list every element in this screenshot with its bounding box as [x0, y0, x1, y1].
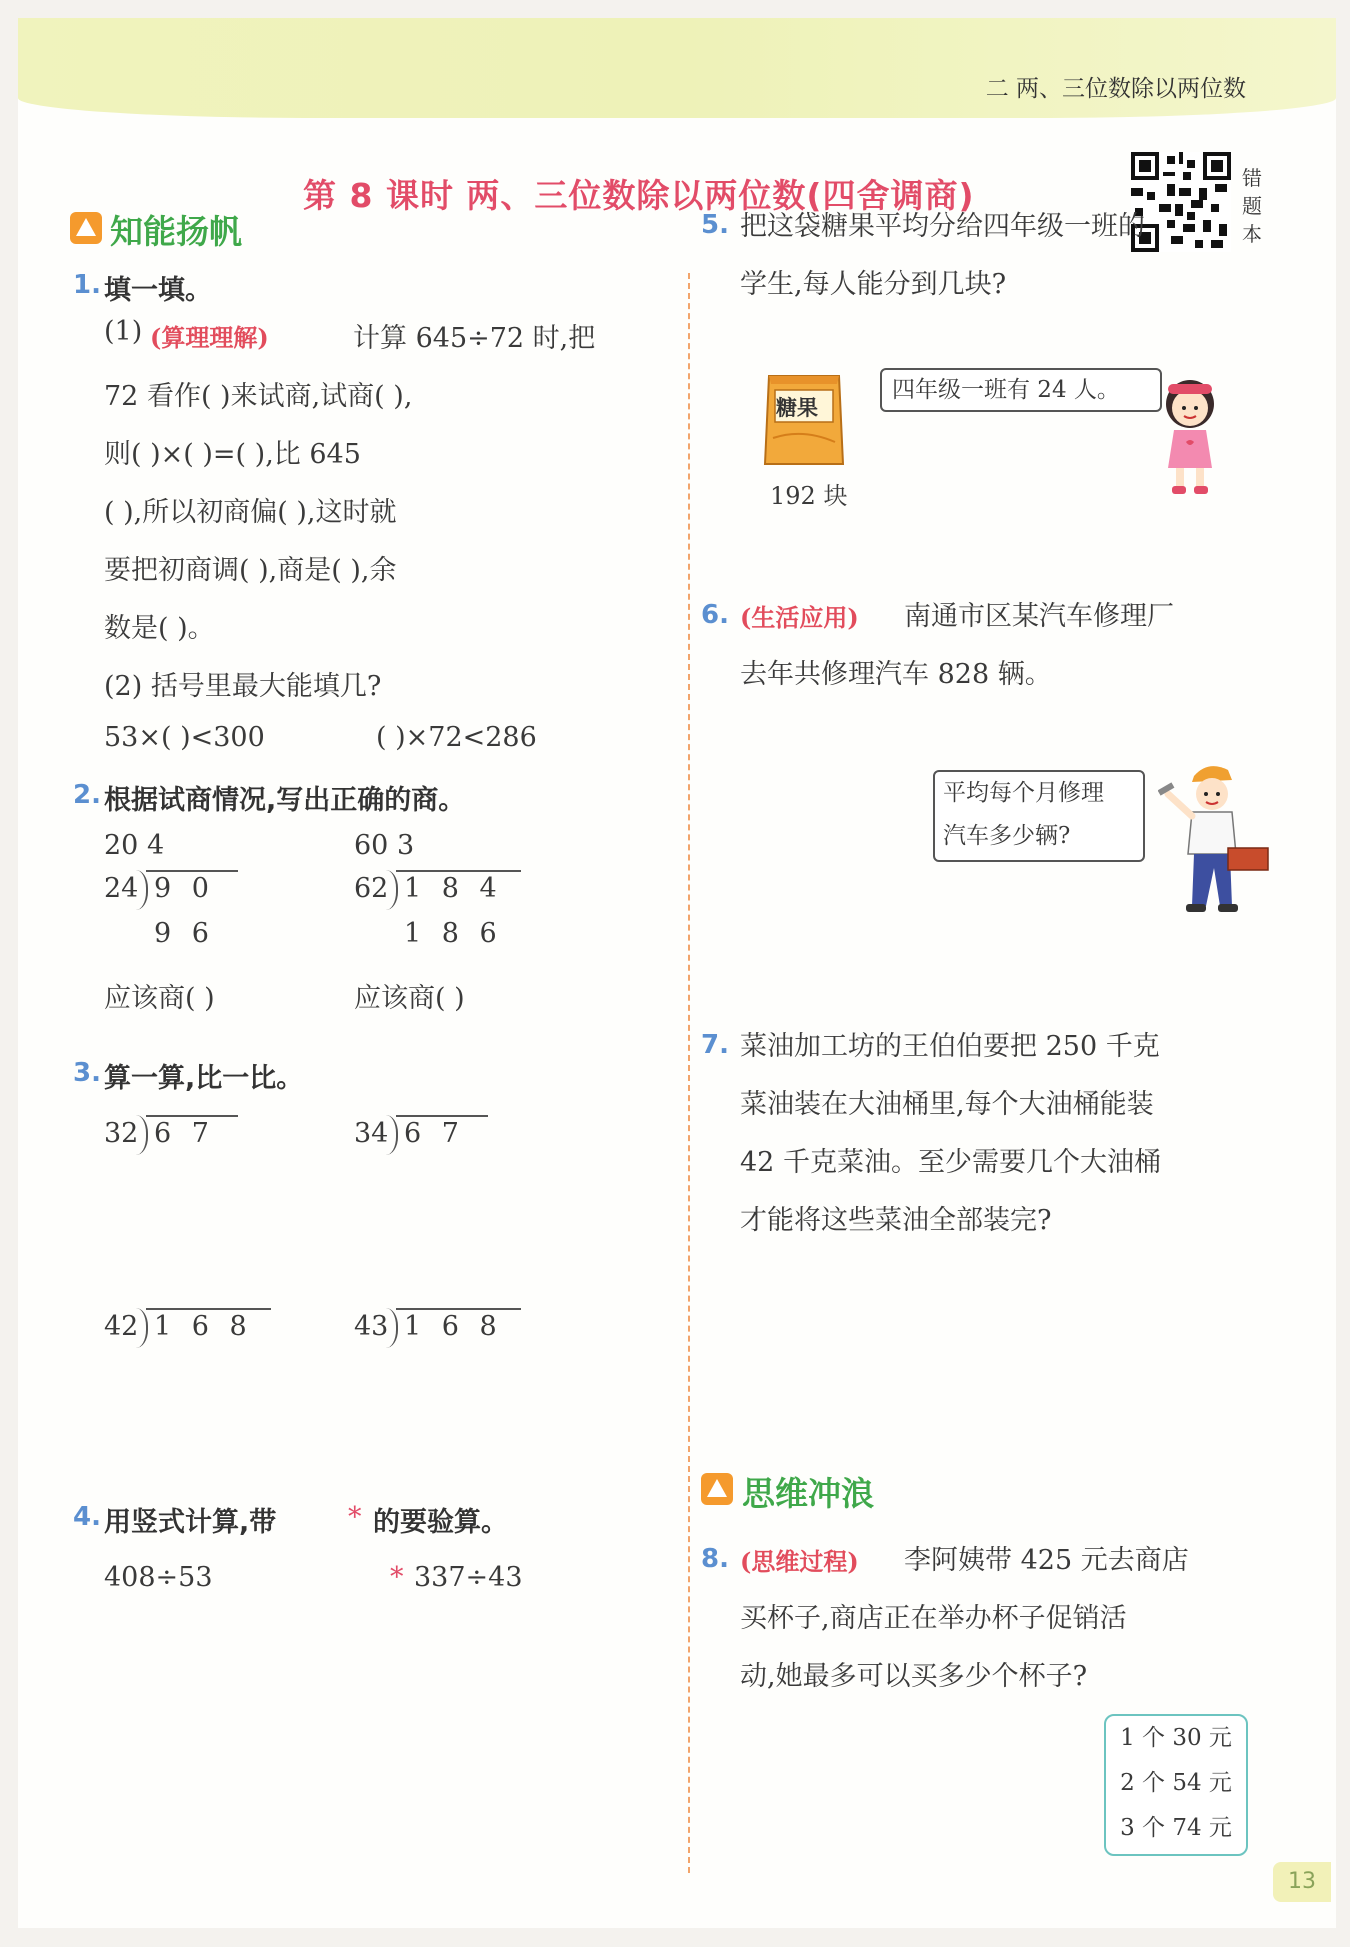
- q1-line-5: 要把初商调( ),商是( ),余: [104, 555, 397, 586]
- q8-number: 8.: [701, 1544, 729, 1574]
- candy-bag-label: 糖果: [776, 396, 818, 420]
- q7-line-4: 才能将这些菜油全部装完?: [740, 1205, 1052, 1236]
- q7-number: 7.: [701, 1030, 729, 1060]
- q2a-quotient: 20 4: [104, 830, 165, 861]
- q3-dividend-2: 6 7: [404, 1118, 465, 1149]
- q1-part1-prefix: (1): [104, 316, 143, 347]
- q1-expr-a: 53×( )<300: [104, 722, 265, 753]
- unit-title: 二 两、三位数除以两位数: [985, 76, 1246, 102]
- q1-line-2: 72 看作( )来试商,试商( ),: [104, 381, 413, 412]
- q6-tag: (生活应用): [740, 603, 859, 632]
- q2a-answer: 应该商( ): [104, 983, 215, 1014]
- q1-line-4: ( ),所以初商偏( ),这时就: [104, 497, 397, 528]
- price-item-3: 3 个 74 元: [1120, 1815, 1232, 1841]
- q1-title: 填一填。: [104, 275, 212, 306]
- q2-number: 2.: [73, 780, 101, 810]
- q5-line-1: 把这袋糖果平均分给四年级一班的: [740, 211, 1145, 242]
- q5-line-2: 学生,每人能分到几块?: [740, 269, 1007, 300]
- mechanic-character-icon: [1158, 758, 1278, 918]
- price-item-2: 2 个 54 元: [1120, 1770, 1232, 1796]
- q3-divisor-3: 42: [104, 1311, 139, 1342]
- q1-line-1: 计算 645÷72 时,把: [353, 323, 596, 354]
- q5-number: 5.: [701, 210, 729, 240]
- q2a-divisor: 24: [104, 873, 139, 904]
- q1-line-6: 数是( )。: [104, 613, 215, 644]
- q4-title-b: 的要验算。: [373, 1507, 508, 1538]
- price-list-box: [1104, 1714, 1248, 1856]
- q3-dividend-4: 1 6 8: [404, 1311, 503, 1342]
- q1-line-3: 则( )×( )=( ),比 645: [104, 439, 361, 470]
- qr-code-icon[interactable]: [1131, 152, 1231, 252]
- q2b-product: 1 8 6: [404, 918, 503, 949]
- column-divider: [688, 273, 690, 1873]
- q7-line-2: 菜油装在大油桶里,每个大油桶能装: [740, 1089, 1154, 1120]
- q1-part2: (2) 括号里最大能填几?: [104, 671, 382, 702]
- q4-number: 4.: [73, 1502, 101, 1532]
- q1-tag: (算理理解): [150, 323, 269, 352]
- q1-expr-b: ( )×72<286: [376, 722, 537, 753]
- lesson-title: 第 8 课时 两、三位数除以两位数(四舍调商): [303, 176, 975, 215]
- q2b-divisor: 62: [354, 873, 389, 904]
- q8-line-2: 买杯子,商店正在举办杯子促销活: [740, 1603, 1127, 1634]
- q4-star-icon: *: [348, 1502, 362, 1533]
- q4-expr-2: 337÷43: [414, 1562, 523, 1593]
- q6-line-2: 去年共修理汽车 828 辆。: [740, 659, 1052, 690]
- q2a-product: 9 6: [154, 918, 215, 949]
- q4-expr-1: 408÷53: [104, 1562, 213, 1593]
- q2a-dividend: 9 0: [154, 873, 215, 904]
- q8-tag: (思维过程): [740, 1547, 859, 1576]
- q4-title-a: 用竖式计算,带: [104, 1507, 277, 1538]
- q4-expr-2-star-icon: *: [390, 1562, 404, 1593]
- q6-line-1: 南通市区某汽车修理厂: [904, 601, 1174, 632]
- page-number: 13: [1273, 1862, 1331, 1902]
- workbook-page: [18, 18, 1336, 1928]
- girl-character-icon: [1146, 370, 1226, 498]
- q3-title: 算一算,比一比。: [104, 1063, 304, 1094]
- q2b-answer: 应该商( ): [354, 983, 465, 1014]
- price-item-1: 1 个 30 元: [1120, 1725, 1232, 1751]
- q3-divisor-1: 32: [104, 1118, 139, 1149]
- q2b-quotient: 60 3: [354, 830, 415, 861]
- header-banner: [18, 18, 1336, 118]
- q7-line-3: 42 千克菜油。至少需要几个大油桶: [740, 1147, 1161, 1178]
- section-wave-icon: [701, 1473, 733, 1505]
- section-basic-title: 知能扬帆: [110, 212, 242, 251]
- q1-number: 1.: [73, 270, 101, 300]
- q7-line-1: 菜油加工坊的王伯伯要把 250 千克: [740, 1031, 1160, 1062]
- q3-divisor-4: 43: [354, 1311, 389, 1342]
- qr-label: 错题本: [1242, 166, 1262, 246]
- section-sail-icon: [70, 212, 102, 244]
- section-advanced-title: 思维冲浪: [742, 1474, 874, 1513]
- candy-count: 192 块: [770, 482, 848, 510]
- q6-number: 6.: [701, 600, 729, 630]
- speech-bubble-repair: 平均每个月修理 汽车多少辆?: [933, 770, 1145, 862]
- speech-bubble-class: 四年级一班有 24 人。: [880, 368, 1162, 412]
- q2b-dividend: 1 8 4: [404, 873, 503, 904]
- q3-dividend-1: 6 7: [154, 1118, 215, 1149]
- q3-number: 3.: [73, 1058, 101, 1088]
- q3-divisor-2: 34: [354, 1118, 389, 1149]
- q8-line-1: 李阿姨带 425 元去商店: [904, 1545, 1189, 1576]
- q8-line-3: 动,她最多可以买多少个杯子?: [740, 1661, 1088, 1692]
- q2-title: 根据试商情况,写出正确的商。: [104, 785, 466, 816]
- q3-dividend-3: 1 6 8: [154, 1311, 253, 1342]
